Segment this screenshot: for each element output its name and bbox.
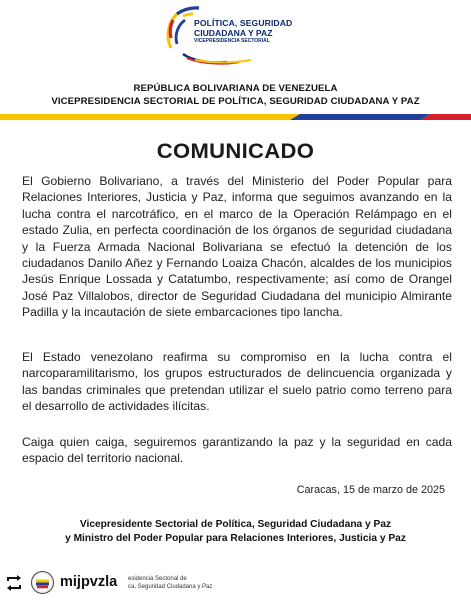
logo-line-3: VICEPRESIDENCIA SECTORIAL: [194, 38, 270, 44]
paragraph-1: El Gobierno Bolivariano, a través del Ministerio del Poder Popular para Relaciones Interiores, Justicia y Paz, informa que seguimos avanzando en la lucha contra el narcotráfico, en el marco de la Operación Relámpago en el estado Zulia, en perfecta coordinación de los órganos de seguridad ciudadana y la Fuerza Armada Nacional Bolivariana se efectuó la detención de los ciudadanos Danilo Añez y Fernando Loaiza Chacón, alcaldes de los municipios Jesús Enrique Lossada y Catatumbo, respectivamente; así como de Orangel José Paz Villalobos, director de Seguridad Ciudadana del municipio Almirante Padilla y la incautación de siete embarcaciones tipo lancha.: [22, 174, 452, 320]
paragraph-2: El Estado venezolano reafirma su compromiso en la lucha contra el narcoparamilitarismo, los grupos estructurados de delincuencia organizada y las bandas criminales que pretendan utilizar el suelo patrio como terreno para el desarrollo de actividades ilícitas.: [22, 350, 452, 414]
footer-background-text: [128, 575, 218, 593]
username-link[interactable]: mijpvzla: [60, 574, 118, 590]
avatar[interactable]: [31, 571, 54, 594]
header-republic: REPÚBLICA BOLIVARIANA DE VENEZUELA: [133, 83, 338, 94]
date-line: Caracas, 15 de marzo de 2025: [296, 484, 445, 496]
header-vicepresidency: VICEPRESIDENCIA SECTORIAL DE POLÍTICA, SEGURIDAD CIUDADANA Y PAZ: [51, 96, 420, 107]
footer-line-2: ca, Seguridad Ciudadana y Paz: [128, 584, 213, 590]
logo-line-2: CIUDADANA Y PAZ: [194, 28, 273, 38]
repost-icon[interactable]: [4, 573, 24, 593]
document-title: COMUNICADO: [156, 140, 315, 163]
signature-line-2: y Ministro del Poder Popular para Relaciones Interiores, Justicia y Paz: [65, 533, 406, 544]
paragraph-3: Caiga quien caiga, seguiremos garantizando la paz y la seguridad en cada espacio del territorio nacional.: [22, 435, 452, 466]
avatar-emblem-icon: [32, 572, 53, 593]
footer-line-1: esidencia Sectorial de: [128, 576, 187, 582]
repost-bar: [0, 564, 471, 601]
signature-line-1: Vicepresidente Sectorial de Política, Seguridad Ciudadana y Paz: [79, 519, 392, 530]
flag-stripe: [0, 114, 471, 120]
logo-wordmark: [194, 18, 298, 45]
logo-line-1: POLÍTICA, SEGURIDAD: [194, 18, 293, 28]
